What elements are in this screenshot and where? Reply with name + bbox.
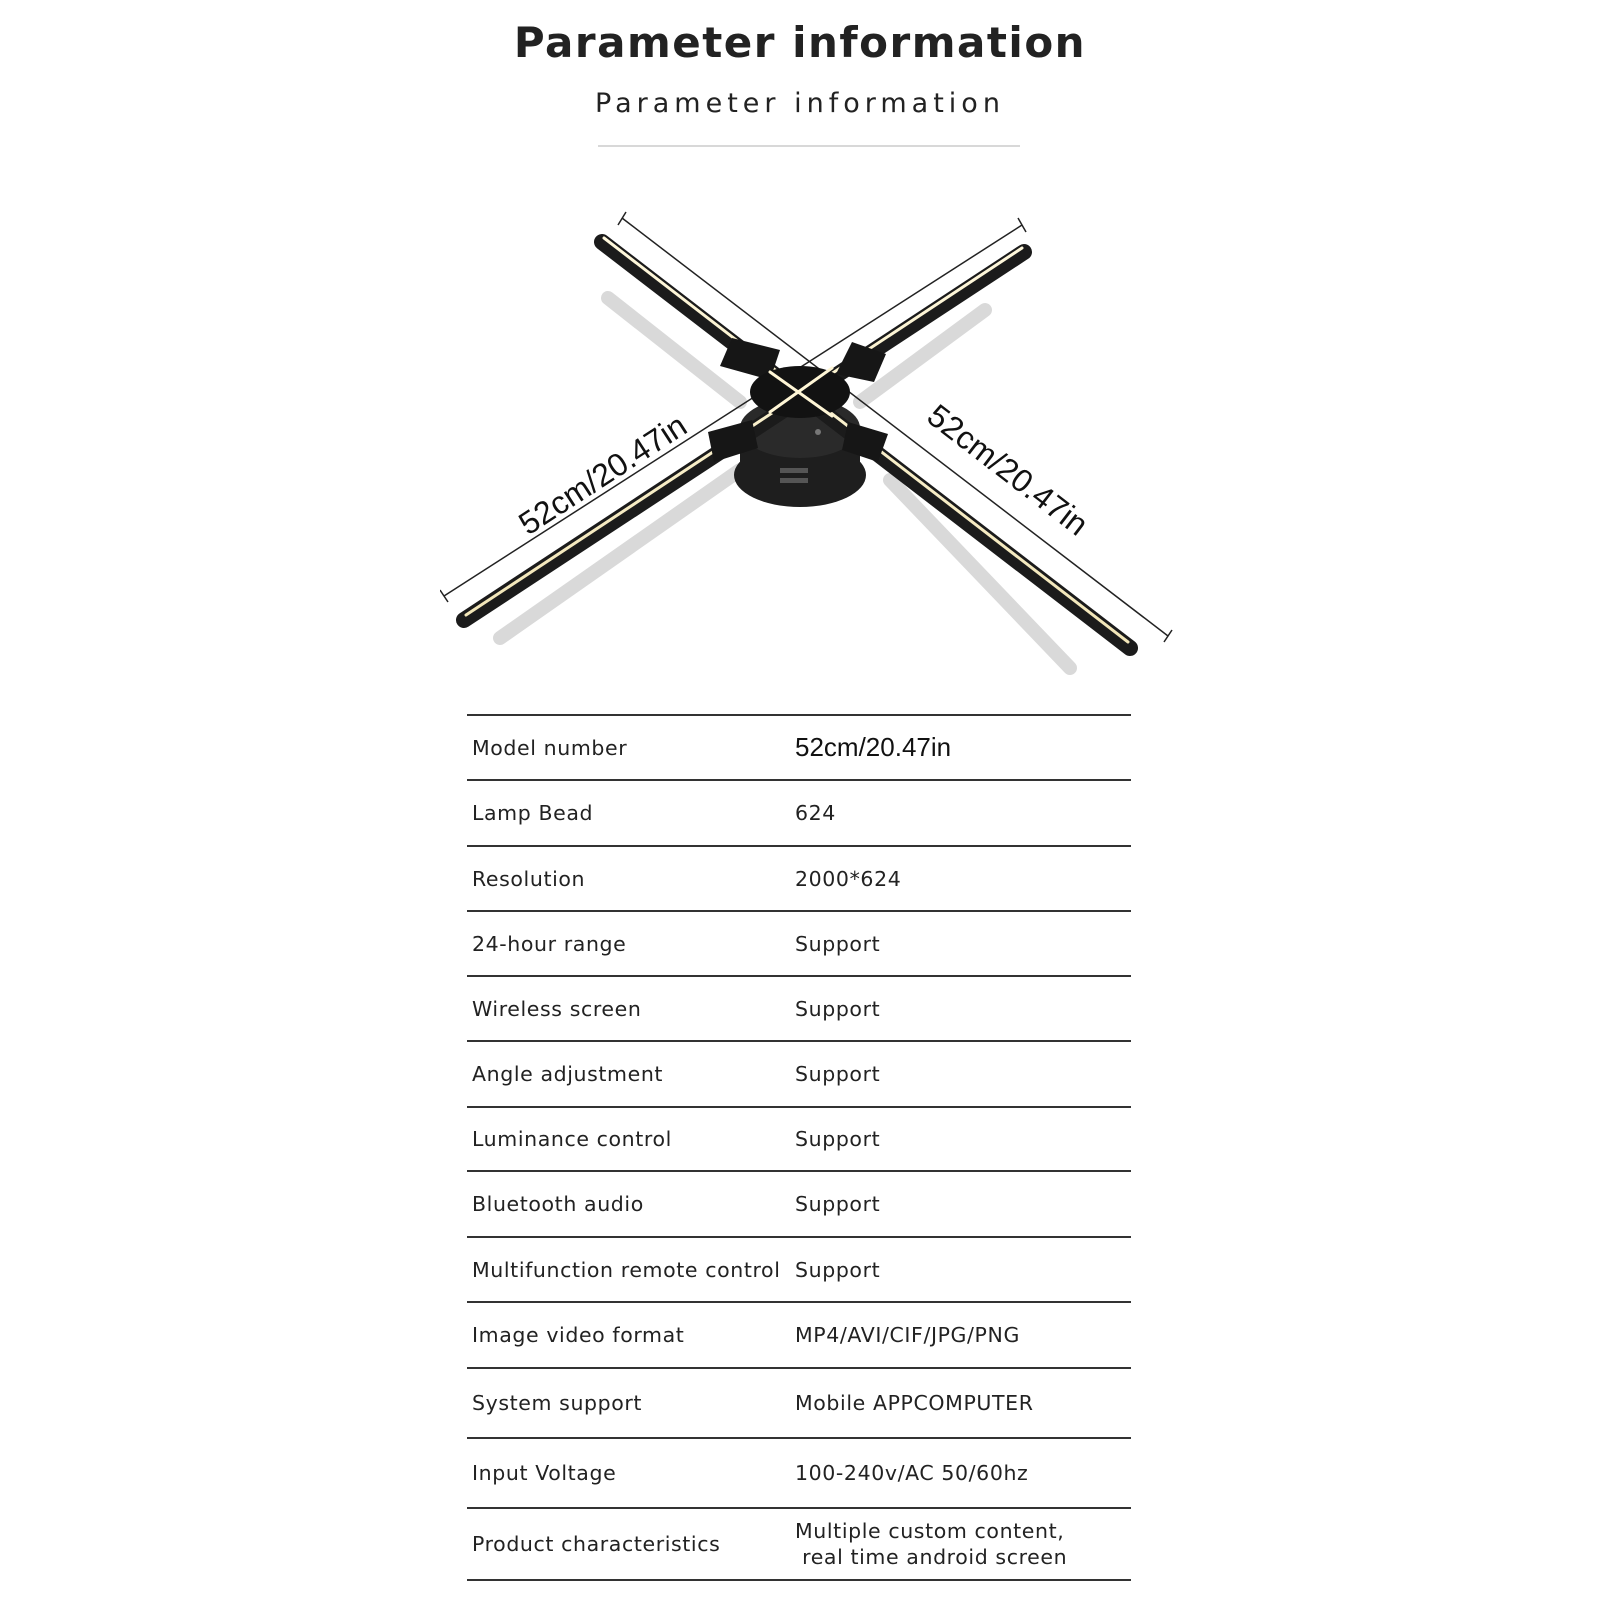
spec-value: MP4/AVI/CIF/JPG/PNG <box>795 1323 1020 1347</box>
spec-label: 24-hour range <box>472 931 627 956</box>
table-row <box>467 1438 1131 1508</box>
spec-label: Angle adjustment <box>472 1062 664 1086</box>
spec-label: Resolution <box>472 866 586 891</box>
spec-value: 52cm/20.47in <box>795 732 952 762</box>
spec-value: Support <box>795 1257 881 1282</box>
spec-label: Multifunction remote control <box>472 1257 781 1282</box>
spec-value: 100-240v/AC 50/60hz <box>795 1461 1029 1485</box>
spec-value: Support <box>795 1127 881 1151</box>
spec-label: Product characteristics <box>472 1532 721 1556</box>
spec-label: Luminance control <box>472 1127 672 1151</box>
page-title: Parameter information <box>513 18 1087 67</box>
table-row <box>467 1508 1131 1580</box>
spec-label: Wireless screen <box>472 996 642 1021</box>
hologram-fan-drawing <box>440 170 1180 700</box>
spec-table <box>467 714 1131 1581</box>
table-row <box>467 715 1131 780</box>
spec-value-line: real time android screen <box>795 1545 1068 1569</box>
product-image <box>440 170 1180 700</box>
table-row <box>467 1107 1131 1171</box>
spec-label: Lamp Bead <box>472 801 594 825</box>
table-row <box>467 976 1131 1041</box>
spec-value: 2000*624 <box>795 866 902 891</box>
spec-label: Model number <box>472 735 628 760</box>
spec-value: Support <box>795 1062 881 1086</box>
spec-value: Support <box>795 996 881 1021</box>
table-row <box>467 1041 1131 1107</box>
spec-value: Support <box>795 931 881 956</box>
spec-value <box>790 1508 1131 1580</box>
spec-value-line: Multiple custom content, <box>795 1519 1065 1543</box>
dimension-label-left: 52cm/20.47in <box>512 407 693 542</box>
table-row <box>467 911 1131 976</box>
title-divider <box>598 145 1020 147</box>
table-row <box>467 780 1131 846</box>
table-row <box>467 846 1131 911</box>
page-subtitle: Parameter information <box>595 88 1005 119</box>
table-row <box>467 1302 1131 1368</box>
spec-value: Mobile APPCOMPUTER <box>795 1391 1034 1415</box>
spec-value: Support <box>795 1192 881 1216</box>
spec-label: Image video format <box>472 1323 685 1347</box>
spec-label: System support <box>472 1391 643 1415</box>
table-row <box>467 1237 1131 1302</box>
spec-label: Bluetooth audio <box>472 1192 644 1216</box>
spec-label: Input Voltage <box>472 1461 617 1485</box>
dimension-label-right: 52cm/20.47in <box>920 396 1096 543</box>
table-row <box>467 1171 1131 1237</box>
table-row <box>467 1368 1131 1438</box>
spec-value: 624 <box>795 801 836 825</box>
